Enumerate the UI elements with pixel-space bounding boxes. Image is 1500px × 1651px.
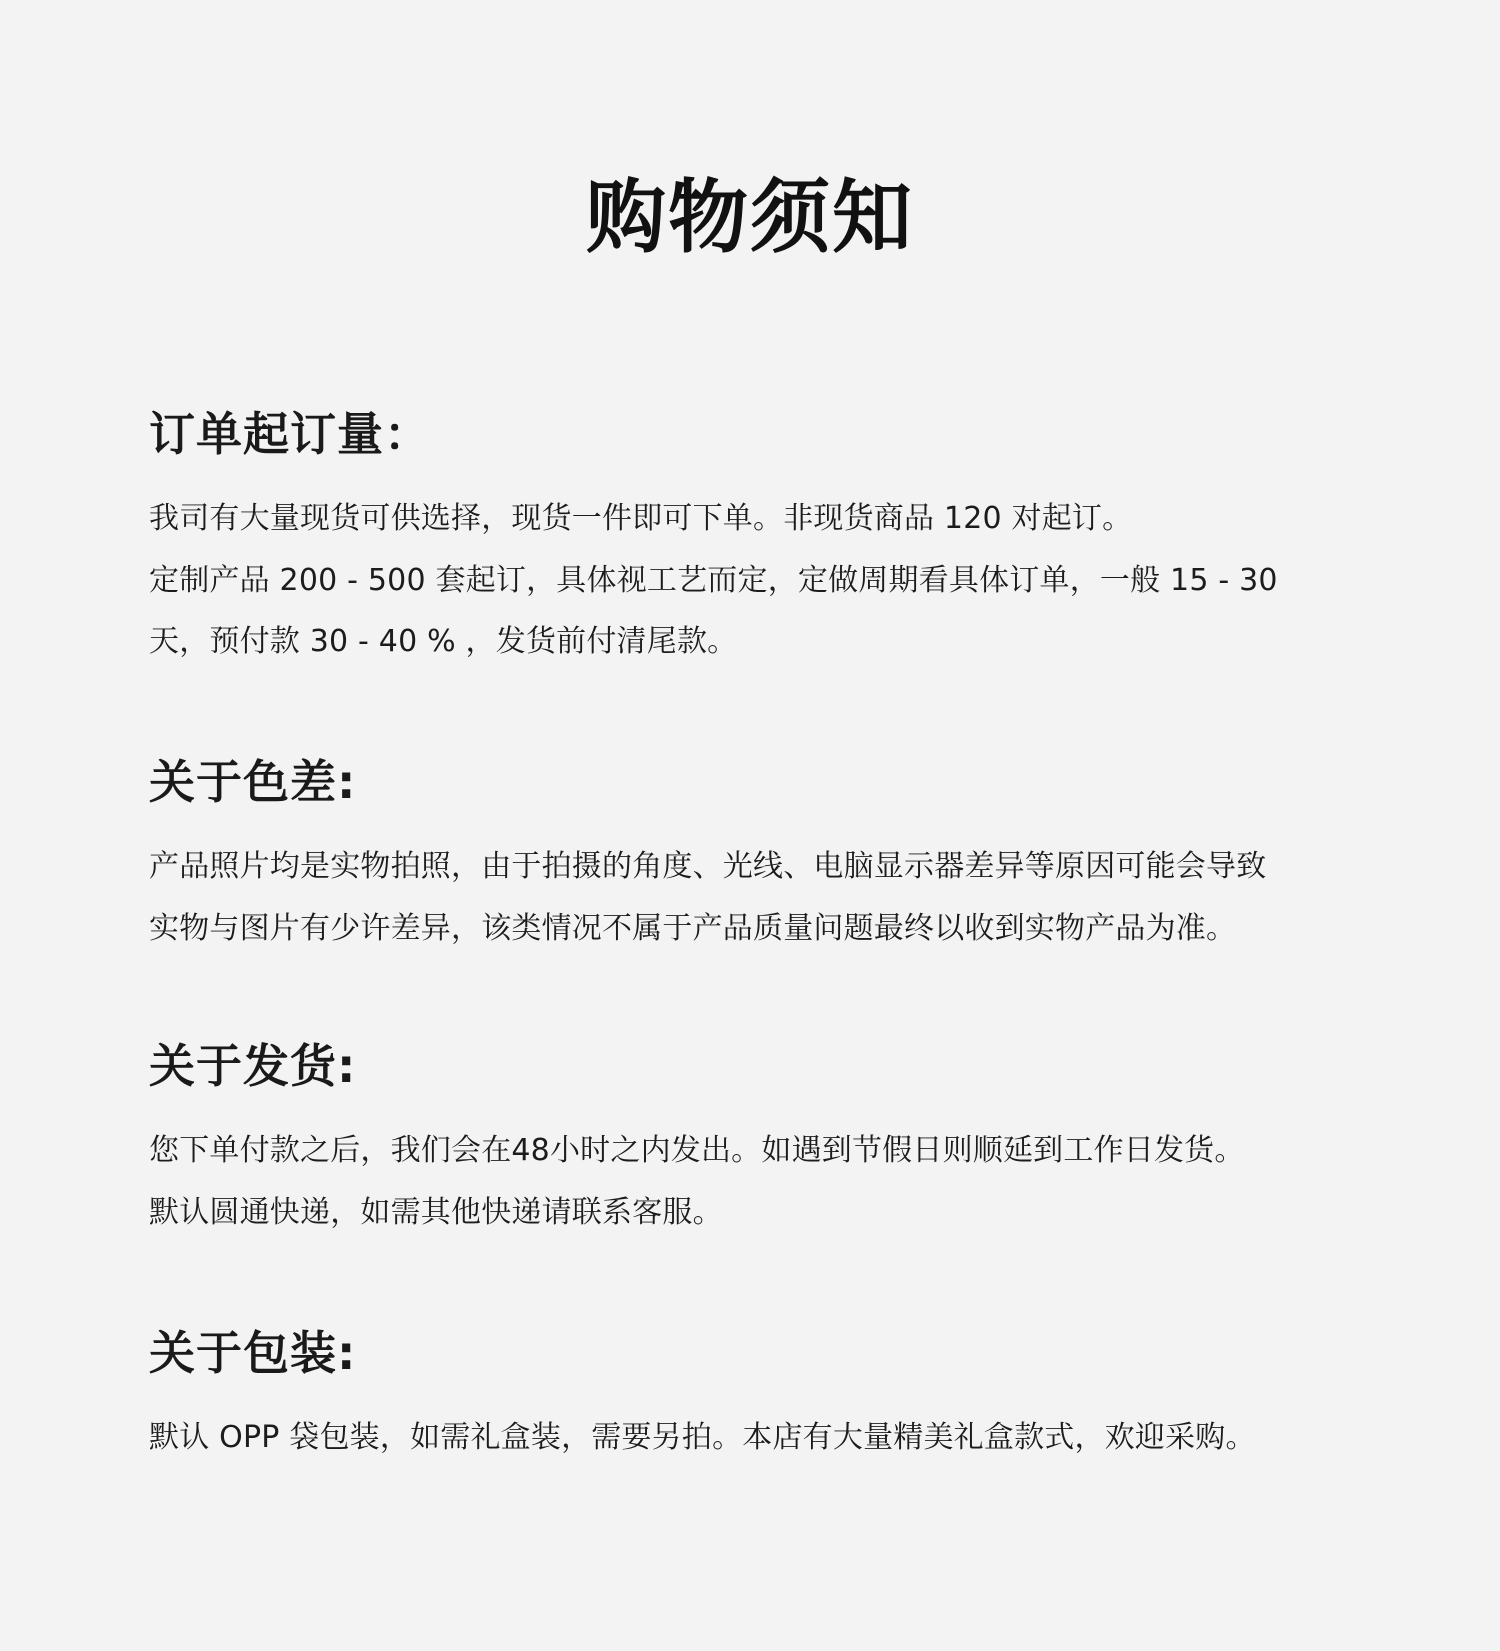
packaging-line-1: 默认 OPP 袋包装，如需礼盒装，需要另拍。本店有大量精美礼盒款式，欢迎采购。: [149, 1420, 1256, 1455]
color-difference-line-1: 产品照片均是实物拍照，由于拍摄的角度、光线、电脑显示器差异等原因可能会导致: [149, 849, 1267, 884]
order-minimum-line-2: 定制产品 200 - 500 套起订，具体视工艺而定，定做周期看具体订单，一般 15 - 30: [149, 562, 1278, 598]
section-heading-color-difference: 关于色差:: [149, 755, 357, 809]
section-body-packaging: [149, 1407, 1359, 1469]
shipping-line-1: 您下单付款之后，我们会在48小时之内发出。如遇到节假日则顺延到工作日发货。: [149, 1133, 1245, 1168]
section-heading-packaging: 关于包装:: [149, 1326, 357, 1380]
shipping-line-2: 默认圆通快递，如需其他快递请联系客服。: [149, 1194, 723, 1230]
color-difference-line-2: 实物与图片有少许差异，该类情况不属于产品质量问题最终以收到实物产品为准。: [149, 910, 1237, 946]
section-body-order-minimum: [149, 488, 1359, 673]
section-color-difference: [149, 752, 1359, 959]
order-minimum-line-3: 天，预付款 30 - 40 % ，发货前付清尾款。: [149, 624, 738, 659]
page-title: 购物须知: [586, 171, 914, 264]
section-shipping: [149, 1036, 1359, 1243]
section-heading-shipping: 关于发货:: [149, 1039, 357, 1093]
section-order-minimum: [149, 404, 1359, 673]
section-body-color-difference: [149, 836, 1359, 959]
section-heading-order-minimum: 订单起订量：: [149, 407, 431, 461]
order-minimum-line-1: 我司有大量现货可供选择，现货一件即可下单。非现货商品 120 对起订。: [149, 501, 1133, 536]
section-packaging: [149, 1323, 1359, 1469]
section-body-shipping: [149, 1120, 1359, 1243]
